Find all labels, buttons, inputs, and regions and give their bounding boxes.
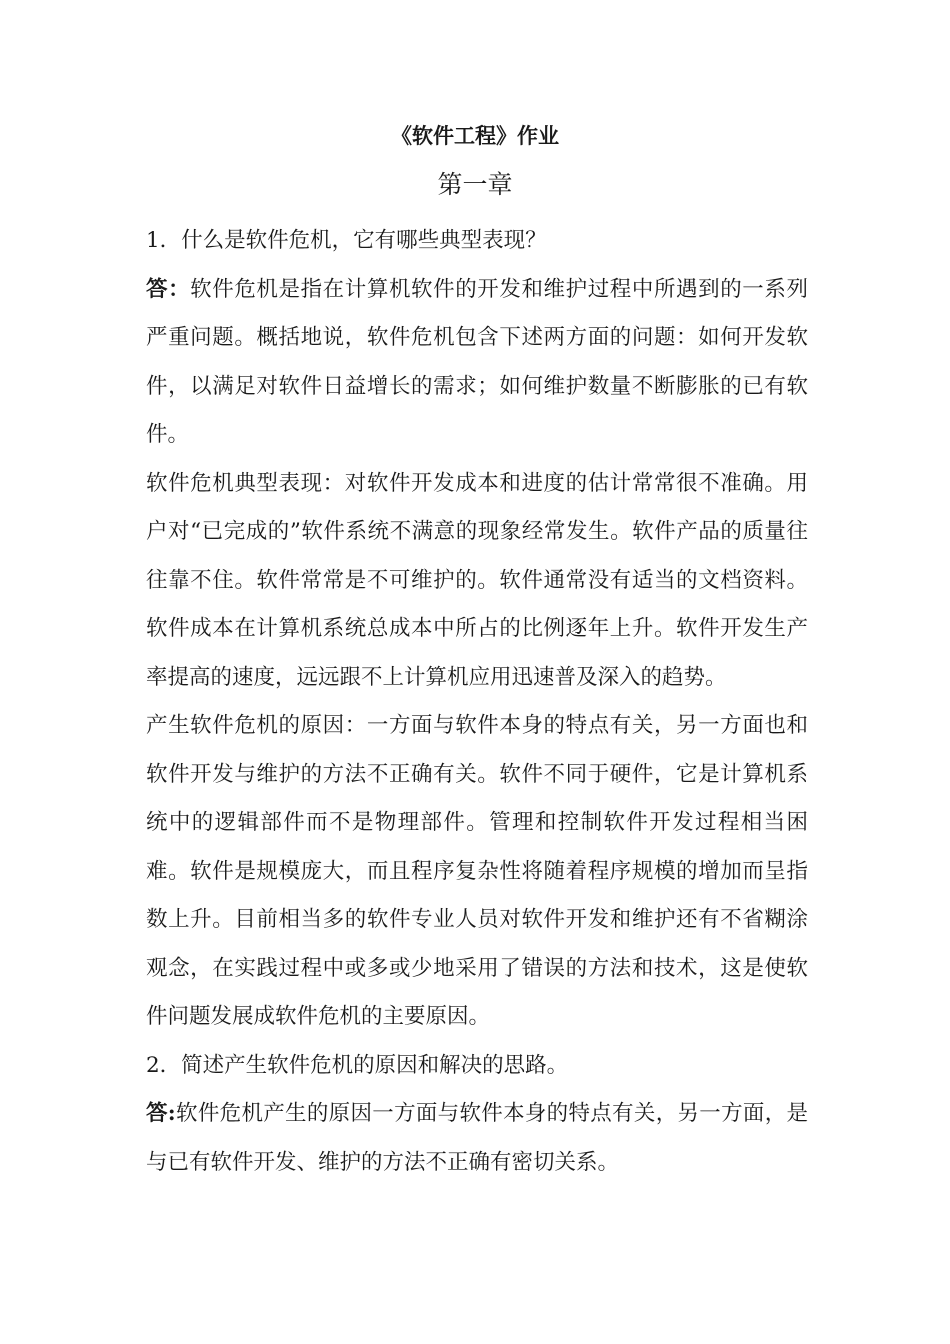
answer-2-label: 答: (146, 1101, 176, 1126)
document-title: 《软件工程》作业 (391, 123, 559, 148)
paragraph-typical-symptoms: 软件危机典型表现：对软件开发成本和进度的估计常常很不准确。用户对“已完成的”软件系统不满意的现象经常发生。软件产品的质量往往靠不住。软件常常是不可维护的。软件通常没有适当的文档资料。软件成本在计算机系统总成本中所占的比例逐年上升。软件开发生产率提高的速度，远远跟不上计算机应用迅速普及深入的趋势。 (146, 470, 808, 690)
document-body (146, 217, 808, 1187)
chapter-title: 第一章 (437, 170, 513, 199)
question-1: 1．什么是软件危机，它有哪些典型表现？ (146, 228, 547, 253)
answer-1 (146, 266, 808, 460)
question-2: 2．简述产生软件危机的原因和解决的思路。 (146, 1052, 569, 1078)
paragraph-causes: 产生软件危机的原因：一方面与软件本身的特点有关，另一方面也和软件开发与维护的方法不正确有关。软件不同于硬件，它是计算机系统中的逻辑部件而不是物理部件。管理和控制软件开发过程相当困难。软件是规模庞大，而且程序复杂性将随着程序规模的增加而呈指数上升。目前相当多的软件专业人员对软件开发和维护还有不省糊涂观念，在实践过程中或多或少地采用了错误的方法和技术，这是使软件问题发展成软件危机的主要原因。 (146, 713, 808, 1029)
answer-2-text: 软件危机产生的原因一方面与软件本身的特点有关，另一方面，是与已有软件开发、维护的方法不正确有密切关系。 (146, 1101, 808, 1175)
answer-2 (146, 1090, 808, 1187)
answer-1-text: 软件危机是指在计算机软件的开发和维护过程中所遇到的一系列严重问题。概括地说，软件危机包含下述两方面的问题：如何开发软件，以满足对软件日益增长的需求；如何维护数量不断膨胀的已有软件。 (146, 276, 808, 447)
answer-1-label: 答： (146, 276, 191, 302)
